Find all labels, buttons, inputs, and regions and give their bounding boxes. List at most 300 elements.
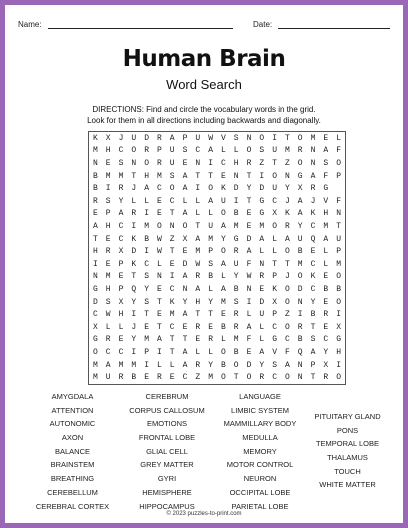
grid-letter[interactable]: S	[208, 259, 213, 269]
grid-letter[interactable]: S	[323, 158, 329, 168]
grid-letter[interactable]: N	[310, 146, 316, 156]
grid-letter[interactable]: R	[259, 272, 265, 282]
grid-letter[interactable]: P	[336, 171, 341, 181]
grid-letter[interactable]: T	[233, 373, 239, 383]
grid-letter[interactable]: F	[284, 347, 290, 357]
grid-letter[interactable]: S	[144, 297, 149, 307]
grid-letter[interactable]: M	[297, 259, 303, 269]
grid-letter[interactable]: O	[336, 272, 341, 282]
grid-letter[interactable]: Z	[195, 373, 201, 383]
grid-letter[interactable]: H	[336, 347, 341, 357]
grid-letter[interactable]: S	[144, 272, 149, 282]
grid-letter[interactable]: A	[182, 310, 188, 320]
grid-letter[interactable]: R	[131, 209, 137, 219]
grid-letter[interactable]: R	[208, 335, 213, 345]
grid-letter[interactable]: L	[105, 322, 111, 332]
grid-letter[interactable]: Z	[169, 234, 175, 244]
grid-letter[interactable]: E	[156, 209, 162, 219]
grid-letter[interactable]: K	[272, 284, 277, 294]
grid-letter[interactable]: O	[272, 171, 277, 181]
grid-letter[interactable]: Y	[182, 297, 188, 307]
grid-letter[interactable]: M	[259, 221, 265, 231]
grid-letter[interactable]: C	[272, 322, 277, 332]
grid-letter[interactable]: E	[182, 247, 188, 257]
grid-letter[interactable]: J	[310, 196, 316, 206]
grid-letter[interactable]: H	[195, 297, 201, 307]
grid-letter[interactable]: G	[259, 196, 265, 206]
grid-letter[interactable]: E	[156, 196, 162, 206]
grid-letter[interactable]: K	[92, 133, 98, 143]
grid-letter[interactable]: O	[284, 322, 290, 332]
grid-letter[interactable]: L	[259, 247, 265, 257]
grid-letter[interactable]: T	[92, 234, 98, 244]
grid-letter[interactable]: A	[208, 196, 213, 206]
grid-letter[interactable]: E	[208, 322, 213, 332]
grid-letter[interactable]: T	[169, 209, 175, 219]
grid-letter[interactable]: I	[105, 184, 111, 194]
grid-letter[interactable]: C	[118, 347, 124, 357]
grid-letter[interactable]: O	[284, 373, 290, 383]
grid-letter[interactable]: H	[92, 247, 98, 257]
grid-letter[interactable]: E	[246, 209, 252, 219]
grid-letter[interactable]: E	[323, 322, 329, 332]
grid-letter[interactable]: W	[156, 234, 162, 244]
grid-letter[interactable]: R	[118, 184, 124, 194]
grid-letter[interactable]: Y	[246, 184, 252, 194]
grid-letter[interactable]: F	[336, 196, 341, 206]
grid-letter[interactable]: O	[297, 133, 303, 143]
grid-letter[interactable]: R	[144, 146, 149, 156]
grid-letter[interactable]: O	[284, 284, 290, 294]
grid-letter[interactable]: U	[169, 158, 175, 168]
grid-letter[interactable]: E	[323, 297, 329, 307]
grid-letter[interactable]: X	[297, 184, 303, 194]
grid-letter[interactable]: A	[246, 322, 252, 332]
grid-letter[interactable]: M	[233, 335, 239, 345]
grid-letter[interactable]: K	[310, 272, 316, 282]
grid-letter[interactable]: T	[144, 310, 149, 320]
grid-letter[interactable]: H	[105, 284, 111, 294]
grid-letter[interactable]: I	[297, 310, 303, 320]
grid-letter[interactable]: T	[246, 196, 252, 206]
grid-letter[interactable]: A	[195, 284, 201, 294]
grid-letter[interactable]: H	[118, 310, 124, 320]
grid-letter[interactable]: A	[220, 259, 226, 269]
grid-letter[interactable]: T	[195, 221, 201, 231]
grid-letter[interactable]: Y	[284, 184, 290, 194]
grid-letter[interactable]: D	[246, 360, 252, 370]
grid-letter[interactable]: E	[259, 284, 265, 294]
grid-letter[interactable]: C	[92, 310, 98, 320]
grid-letter[interactable]: Y	[233, 272, 239, 282]
grid-letter[interactable]: N	[297, 297, 303, 307]
grid-letter[interactable]: A	[182, 171, 188, 181]
grid-letter[interactable]: C	[195, 146, 201, 156]
grid-letter[interactable]: B	[297, 247, 303, 257]
grid-letter[interactable]: A	[323, 234, 329, 244]
grid-letter[interactable]: C	[144, 259, 149, 269]
grid-letter[interactable]: L	[144, 196, 149, 206]
grid-letter[interactable]: M	[118, 171, 124, 181]
grid-letter[interactable]: N	[336, 209, 341, 219]
grid-letter[interactable]: L	[195, 347, 201, 357]
grid-letter[interactable]: J	[284, 196, 290, 206]
grid-letter[interactable]: G	[323, 184, 329, 194]
grid-letter[interactable]: A	[310, 347, 316, 357]
grid-letter[interactable]: R	[259, 373, 265, 383]
grid-letter[interactable]: M	[169, 310, 175, 320]
grid-letter[interactable]: K	[284, 209, 290, 219]
grid-letter[interactable]: U	[220, 196, 226, 206]
grid-letter[interactable]: N	[246, 133, 252, 143]
grid-letter[interactable]: T	[208, 310, 213, 320]
grid-letter[interactable]: I	[144, 360, 149, 370]
grid-letter[interactable]: Y	[131, 297, 137, 307]
grid-letter[interactable]: T	[169, 335, 175, 345]
grid-letter[interactable]: K	[131, 234, 137, 244]
grid-letter[interactable]: I	[272, 133, 277, 143]
grid-letter[interactable]: P	[208, 247, 213, 257]
grid-letter[interactable]: M	[208, 234, 213, 244]
grid-letter[interactable]: S	[105, 196, 111, 206]
grid-letter[interactable]: P	[144, 347, 149, 357]
grid-letter[interactable]: O	[246, 373, 252, 383]
grid-letter[interactable]: O	[336, 373, 341, 383]
grid-letter[interactable]: R	[323, 373, 329, 383]
grid-letter[interactable]: C	[169, 322, 175, 332]
grid-letter[interactable]: I	[336, 310, 341, 320]
grid-letter[interactable]: L	[272, 247, 277, 257]
grid-letter[interactable]: G	[259, 209, 265, 219]
grid-letter[interactable]: N	[92, 272, 98, 282]
grid-letter[interactable]: A	[284, 360, 290, 370]
grid-letter[interactable]: R	[195, 360, 201, 370]
grid-letter[interactable]: O	[272, 221, 277, 231]
grid-letter[interactable]: I	[92, 259, 98, 269]
grid-letter[interactable]: G	[233, 234, 239, 244]
grid-letter[interactable]: T	[208, 171, 213, 181]
grid-letter[interactable]: U	[131, 133, 137, 143]
grid-letter[interactable]: O	[92, 347, 98, 357]
grid-letter[interactable]: S	[233, 133, 239, 143]
grid-letter[interactable]: Y	[259, 360, 265, 370]
grid-letter[interactable]: R	[118, 373, 124, 383]
grid-letter[interactable]: R	[92, 196, 98, 206]
grid-letter[interactable]: A	[144, 184, 149, 194]
grid-letter[interactable]: I	[259, 171, 265, 181]
grid-letter[interactable]: J	[131, 184, 137, 194]
grid-letter[interactable]: L	[195, 196, 201, 206]
grid-letter[interactable]: R	[156, 158, 162, 168]
grid-letter[interactable]: E	[144, 373, 149, 383]
grid-letter[interactable]: J	[131, 322, 137, 332]
grid-letter[interactable]: T	[272, 259, 277, 269]
grid-letter[interactable]: E	[118, 335, 124, 345]
grid-letter[interactable]: V	[272, 347, 277, 357]
grid-letter[interactable]: X	[118, 297, 124, 307]
grid-letter[interactable]: E	[195, 335, 201, 345]
grid-letter[interactable]: P	[118, 259, 124, 269]
grid-letter[interactable]: E	[323, 272, 329, 282]
grid-letter[interactable]: O	[284, 297, 290, 307]
grid-letter[interactable]: L	[182, 196, 188, 206]
grid-letter[interactable]: P	[336, 247, 341, 257]
grid-letter[interactable]: H	[323, 209, 329, 219]
grid-letter[interactable]: B	[233, 284, 239, 294]
grid-letter[interactable]: A	[259, 347, 265, 357]
grid-letter[interactable]: N	[297, 373, 303, 383]
grid-letter[interactable]: E	[246, 221, 252, 231]
grid-letter[interactable]: Y	[220, 234, 226, 244]
grid-letter[interactable]: I	[208, 158, 213, 168]
grid-letter[interactable]: L	[220, 272, 226, 282]
grid-letter[interactable]: R	[105, 335, 111, 345]
grid-letter[interactable]: F	[246, 335, 252, 345]
grid-letter[interactable]: I	[131, 347, 137, 357]
grid-letter[interactable]: H	[144, 171, 149, 181]
grid-letter[interactable]: T	[284, 133, 290, 143]
grid-letter[interactable]: A	[156, 335, 162, 345]
grid-letter[interactable]: F	[323, 171, 329, 181]
grid-letter[interactable]: E	[220, 171, 226, 181]
grid-letter[interactable]: A	[195, 234, 201, 244]
grid-letter[interactable]: O	[131, 146, 137, 156]
grid-letter[interactable]: X	[336, 322, 341, 332]
grid-letter[interactable]: S	[118, 158, 124, 168]
grid-letter[interactable]: L	[220, 335, 226, 345]
grid-letter[interactable]: S	[310, 335, 316, 345]
grid-letter[interactable]: C	[156, 184, 162, 194]
grid-letter[interactable]: M	[92, 146, 98, 156]
grid-letter[interactable]: L	[336, 133, 341, 143]
grid-letter[interactable]: V	[220, 133, 226, 143]
grid-letter[interactable]: T	[246, 171, 252, 181]
grid-letter[interactable]: D	[259, 184, 265, 194]
grid-letter[interactable]: U	[272, 184, 277, 194]
grid-letter[interactable]: W	[195, 259, 201, 269]
grid-letter[interactable]: W	[208, 133, 213, 143]
grid-letter[interactable]: K	[169, 297, 175, 307]
grid-letter[interactable]: D	[233, 184, 239, 194]
grid-letter[interactable]: R	[297, 146, 303, 156]
grid-letter[interactable]: P	[105, 209, 111, 219]
grid-letter[interactable]: D	[144, 133, 149, 143]
grid-letter[interactable]: S	[105, 297, 111, 307]
grid-letter[interactable]: X	[105, 133, 111, 143]
grid-letter[interactable]: E	[105, 158, 111, 168]
grid-letter[interactable]: P	[182, 133, 188, 143]
grid-letter[interactable]: M	[310, 133, 316, 143]
grid-letter[interactable]: P	[156, 146, 162, 156]
grid-letter[interactable]: D	[92, 297, 98, 307]
grid-letter[interactable]: B	[220, 322, 226, 332]
grid-letter[interactable]: F	[336, 146, 341, 156]
grid-letter[interactable]: R	[156, 373, 162, 383]
grid-letter[interactable]: X	[323, 360, 329, 370]
grid-letter[interactable]: Z	[284, 310, 290, 320]
grid-letter[interactable]: D	[259, 297, 265, 307]
grid-letter[interactable]: L	[323, 259, 329, 269]
grid-letter[interactable]: A	[323, 146, 329, 156]
grid-letter[interactable]: U	[259, 310, 265, 320]
grid-letter[interactable]: T	[336, 221, 341, 231]
grid-letter[interactable]: H	[233, 158, 239, 168]
grid-letter[interactable]: S	[182, 146, 188, 156]
grid-letter[interactable]: E	[144, 322, 149, 332]
grid-letter[interactable]: G	[272, 335, 277, 345]
grid-letter[interactable]: E	[105, 259, 111, 269]
grid-letter[interactable]: L	[259, 322, 265, 332]
grid-letter[interactable]: A	[118, 209, 124, 219]
grid-letter[interactable]: N	[131, 158, 137, 168]
grid-letter[interactable]: A	[92, 221, 98, 231]
grid-letter[interactable]: X	[182, 234, 188, 244]
grid-letter[interactable]: L	[156, 360, 162, 370]
grid-letter[interactable]: B	[310, 310, 316, 320]
grid-letter[interactable]: G	[297, 171, 303, 181]
grid-letter[interactable]: C	[310, 259, 316, 269]
grid-letter[interactable]: O	[246, 146, 252, 156]
grid-letter[interactable]: W	[156, 247, 162, 257]
grid-letter[interactable]: A	[284, 234, 290, 244]
grid-letter[interactable]: C	[169, 284, 175, 294]
grid-letter[interactable]: O	[297, 272, 303, 282]
grid-letter[interactable]: D	[182, 259, 188, 269]
grid-letter[interactable]: E	[220, 310, 226, 320]
grid-letter[interactable]: M	[336, 259, 341, 269]
grid-letter[interactable]: N	[297, 360, 303, 370]
grid-letter[interactable]: L	[233, 146, 239, 156]
grid-letter[interactable]: K	[310, 209, 316, 219]
grid-letter[interactable]: F	[246, 259, 252, 269]
grid-letter[interactable]: O	[144, 158, 149, 168]
grid-letter[interactable]: R	[310, 184, 316, 194]
grid-letter[interactable]: A	[169, 133, 175, 143]
grid-letter[interactable]: M	[156, 171, 162, 181]
grid-letter[interactable]: P	[310, 360, 316, 370]
grid-letter[interactable]: A	[182, 272, 188, 282]
grid-letter[interactable]: I	[169, 272, 175, 282]
grid-letter[interactable]: L	[246, 310, 252, 320]
grid-letter[interactable]: U	[208, 221, 213, 231]
grid-letter[interactable]: U	[195, 133, 201, 143]
grid-letter[interactable]: Y	[310, 297, 316, 307]
grid-letter[interactable]: H	[105, 146, 111, 156]
grid-letter[interactable]: S	[259, 146, 265, 156]
grid-letter[interactable]: R	[284, 221, 290, 231]
grid-letter[interactable]: J	[284, 272, 290, 282]
grid-letter[interactable]: P	[118, 284, 124, 294]
grid-letter[interactable]: N	[182, 284, 188, 294]
grid-letter[interactable]: M	[233, 221, 239, 231]
grid-letter[interactable]: Q	[297, 347, 303, 357]
grid-letter[interactable]: Q	[131, 284, 137, 294]
grid-letter[interactable]: N	[310, 158, 316, 168]
grid-letter[interactable]: L	[272, 234, 277, 244]
grid-letter[interactable]: I	[195, 184, 201, 194]
grid-letter[interactable]: T	[272, 158, 277, 168]
grid-letter[interactable]: A	[297, 196, 303, 206]
grid-letter[interactable]: L	[208, 347, 213, 357]
grid-letter[interactable]: N	[195, 158, 201, 168]
grid-letter[interactable]: M	[105, 171, 111, 181]
grid-letter[interactable]: I	[246, 297, 252, 307]
grid-letter[interactable]: M	[208, 373, 213, 383]
grid-letter[interactable]: A	[182, 360, 188, 370]
grid-letter[interactable]: Z	[284, 158, 290, 168]
grid-letter[interactable]: C	[105, 347, 111, 357]
grid-letter[interactable]: E	[182, 322, 188, 332]
grid-letter[interactable]: X	[118, 247, 124, 257]
grid-letter[interactable]: L	[208, 284, 213, 294]
grid-letter[interactable]: U	[105, 373, 111, 383]
grid-letter[interactable]: A	[259, 234, 265, 244]
grid-letter[interactable]: M	[284, 146, 290, 156]
grid-letter[interactable]: A	[105, 360, 111, 370]
grid-letter[interactable]: I	[156, 347, 162, 357]
grid-letter[interactable]: O	[220, 347, 226, 357]
grid-letter[interactable]: T	[131, 171, 137, 181]
grid-letter[interactable]: U	[297, 234, 303, 244]
grid-letter[interactable]: L	[195, 209, 201, 219]
grid-letter[interactable]: U	[233, 259, 239, 269]
grid-letter[interactable]: B	[144, 234, 149, 244]
grid-letter[interactable]: I	[131, 310, 137, 320]
grid-letter[interactable]: C	[272, 373, 277, 383]
grid-letter[interactable]: O	[336, 158, 341, 168]
grid-letter[interactable]: I	[144, 209, 149, 219]
grid-letter[interactable]: R	[105, 247, 111, 257]
grid-letter[interactable]: Q	[310, 234, 316, 244]
grid-letter[interactable]: L	[169, 360, 175, 370]
grid-letter[interactable]: L	[259, 335, 265, 345]
grid-letter[interactable]: L	[156, 259, 162, 269]
grid-letter[interactable]: N	[259, 259, 265, 269]
grid-letter[interactable]: R	[233, 310, 239, 320]
grid-letter[interactable]: R	[233, 322, 239, 332]
grid-letter[interactable]: X	[92, 322, 98, 332]
grid-letter[interactable]: M	[323, 221, 329, 231]
grid-letter[interactable]: E	[118, 272, 124, 282]
grid-letter[interactable]: L	[118, 322, 124, 332]
grid-letter[interactable]: Y	[208, 297, 213, 307]
grid-letter[interactable]: G	[336, 335, 341, 345]
grid-letter[interactable]: O	[297, 158, 303, 168]
grid-letter[interactable]: E	[156, 310, 162, 320]
grid-letter[interactable]: A	[208, 146, 213, 156]
grid-letter[interactable]: A	[182, 209, 188, 219]
grid-letter[interactable]: Y	[208, 360, 213, 370]
grid-letter[interactable]: O	[208, 184, 213, 194]
grid-letter[interactable]: E	[310, 247, 316, 257]
grid-letter[interactable]: M	[92, 373, 98, 383]
grid-letter[interactable]: B	[323, 284, 329, 294]
grid-letter[interactable]: C	[310, 221, 316, 231]
grid-letter[interactable]: D	[246, 234, 252, 244]
grid-letter[interactable]: T	[169, 347, 175, 357]
grid-letter[interactable]: A	[310, 171, 316, 181]
grid-letter[interactable]: N	[246, 284, 252, 294]
grid-letter[interactable]: C	[310, 284, 316, 294]
grid-letter[interactable]: B	[131, 373, 137, 383]
grid-letter[interactable]: M	[92, 360, 98, 370]
grid-letter[interactable]	[332, 182, 345, 195]
grid-letter[interactable]: O	[284, 247, 290, 257]
grid-letter[interactable]: U	[169, 146, 175, 156]
grid-letter[interactable]: O	[233, 360, 239, 370]
grid-letter[interactable]: U	[336, 234, 341, 244]
grid-letter[interactable]: L	[131, 196, 137, 206]
